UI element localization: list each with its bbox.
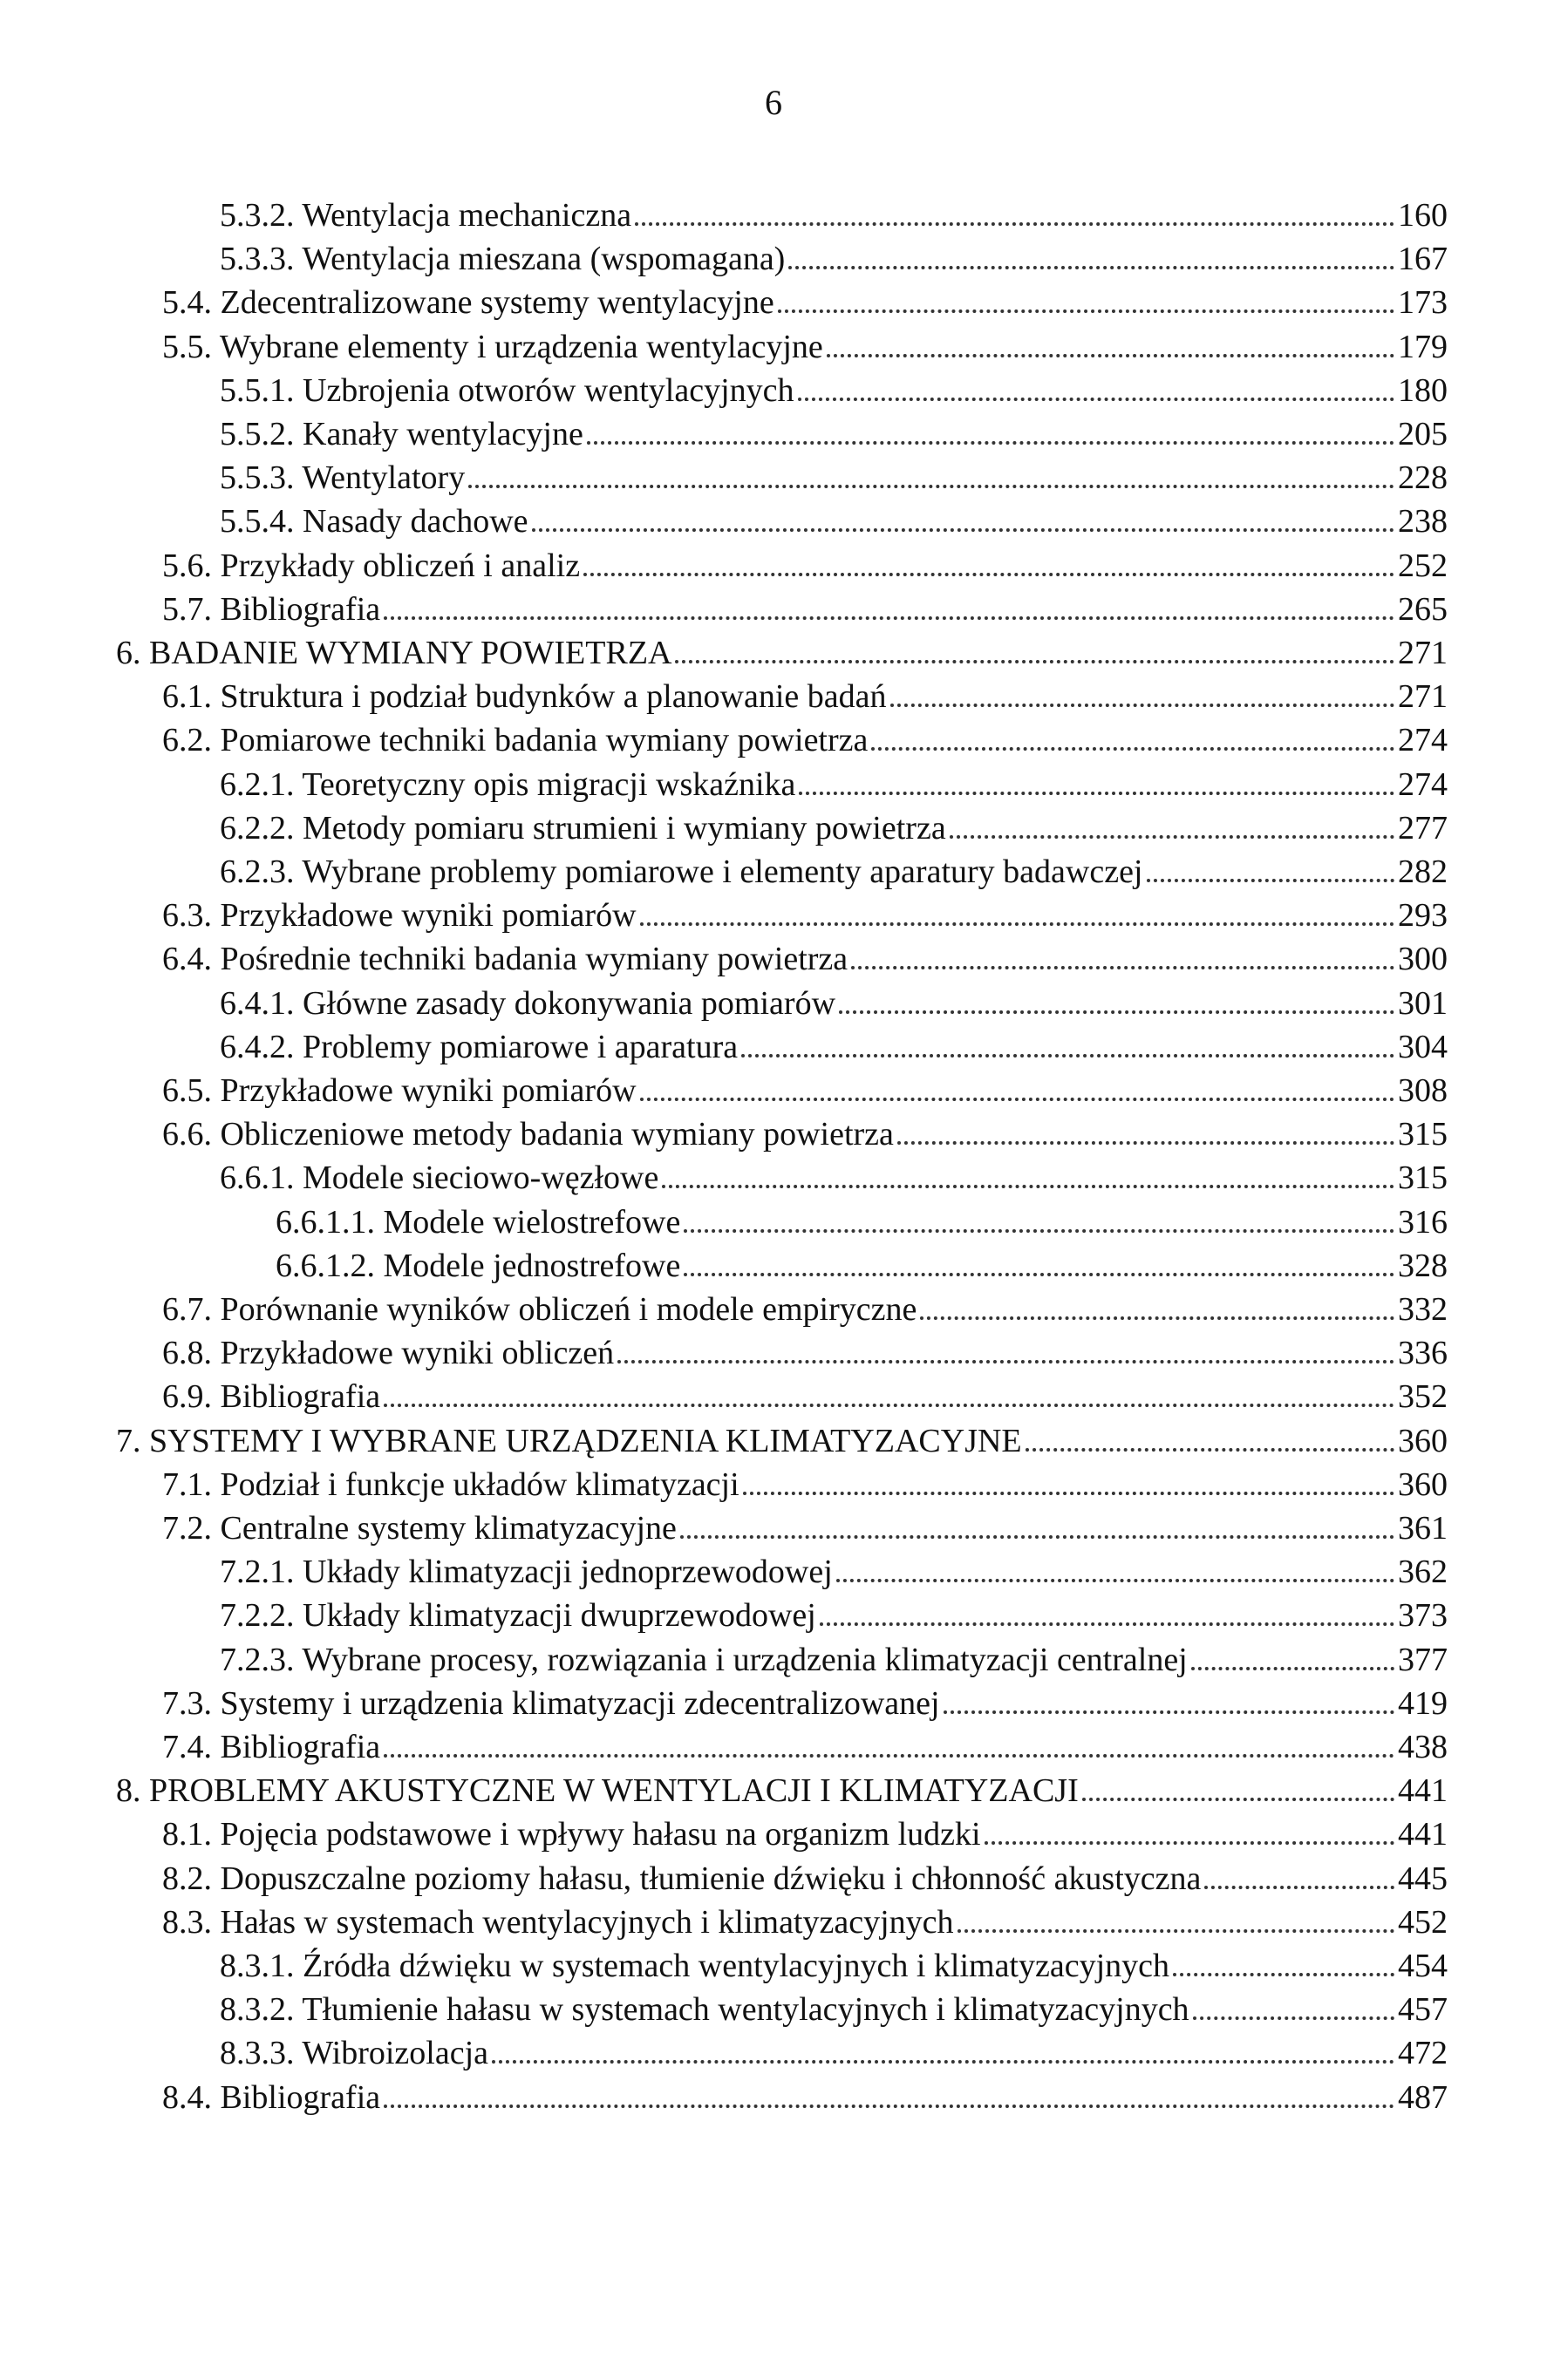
toc-entry-page: 308 xyxy=(1398,1072,1448,1109)
toc-entry-page: 282 xyxy=(1398,853,1448,890)
dot-leader xyxy=(827,328,1394,357)
toc-entry-page: 274 xyxy=(1398,722,1448,759)
toc-entry-title: 6.6. Obliczeniowe metody badania wymiany powietrza xyxy=(162,1116,894,1153)
dot-leader xyxy=(1173,1947,1394,1976)
toc-entry-title: 8.3.1. Źródła dźwięku w systemach wentylacyjnych i klimatyzacyjnych xyxy=(220,1948,1170,1984)
toc-entry xyxy=(162,1725,1448,1769)
dot-leader xyxy=(890,677,1394,707)
toc-entry-page: 352 xyxy=(1398,1378,1448,1416)
toc-entry-title: 7. SYSTEMY I WYBRANE URZĄDZENIA KLIMATYZACYJNE xyxy=(116,1422,1022,1459)
toc-entry xyxy=(162,2076,1448,2119)
toc-entry-title: 6.6.1. Modele sieciowo-węzłowe xyxy=(220,1159,659,1197)
toc-entry-title: 5.5.2. Kanały wentylacyjne xyxy=(220,416,583,452)
toc-entry-page: 360 xyxy=(1398,1465,1448,1503)
toc-entry-page: 238 xyxy=(1398,503,1448,541)
toc-entry-page: 274 xyxy=(1398,765,1448,803)
dot-leader xyxy=(675,634,1394,663)
dot-leader xyxy=(1204,1860,1394,1889)
toc-entry xyxy=(220,412,1448,456)
dot-leader xyxy=(839,984,1394,1014)
dot-leader xyxy=(468,459,1394,488)
toc-entry-title: 6.3. Przykładowe wyniki pomiarów xyxy=(162,897,637,935)
toc-entry-page: 293 xyxy=(1398,897,1448,935)
toc-entry-page: 301 xyxy=(1398,984,1448,1022)
dot-leader xyxy=(1026,1422,1394,1452)
dot-leader xyxy=(617,1334,1394,1363)
toc-entry xyxy=(220,456,1448,500)
toc-entry-title: 6.5. Przykładowe wyniki pomiarów xyxy=(162,1072,637,1109)
toc-entry-title: 5.5.1. Uzbrojenia otworów wentylacyjnych xyxy=(220,371,794,409)
toc-entry-page: 362 xyxy=(1398,1554,1448,1591)
toc-entry xyxy=(162,894,1448,937)
toc-entry-title: 7.2.3. Wybrane procesy, rozwiązania i urządzenia klimatyzacji centralnej xyxy=(220,1641,1188,1678)
dot-leader xyxy=(1191,1641,1394,1670)
toc-entry-page: 265 xyxy=(1398,590,1448,628)
toc-entry-page: 304 xyxy=(1398,1028,1448,1065)
toc-entry-page: 438 xyxy=(1398,1729,1448,1765)
toc-entry-page: 271 xyxy=(1398,678,1448,716)
dot-leader xyxy=(851,940,1394,969)
toc-entry-page: 271 xyxy=(1398,635,1448,671)
toc-entry-page: 441 xyxy=(1398,1816,1448,1853)
dot-leader xyxy=(1193,1990,1394,2020)
toc-entry-title: 5.7. Bibliografia xyxy=(162,590,381,628)
toc-entry-page: 167 xyxy=(1398,241,1448,278)
toc-entry xyxy=(220,1988,1448,2031)
toc-entry-title: 8.3.2. Tłumienie hałasu w systemach wentylacyjnych i klimatyzacyjnych xyxy=(220,1991,1189,2029)
toc-entry-page: 457 xyxy=(1398,1991,1448,2029)
toc-entry-title: 8.3.3. Wibroizolacja xyxy=(220,2035,489,2072)
toc-entry-title: 7.3. Systemy i urządzenia klimatyzacji zdecentralizowanej xyxy=(162,1684,940,1722)
toc-entry-title: 6.8. Przykładowe wyniki obliczeń xyxy=(162,1335,615,1372)
toc-entry xyxy=(162,1375,1448,1418)
toc-entry xyxy=(162,1682,1448,1725)
toc-entry xyxy=(162,325,1448,369)
toc-entry-title: 6.7. Porównanie wyników obliczeń i modele empiryczne xyxy=(162,1291,917,1328)
toc-entry-title: 5.5. Wybrane elementy i urządzenia wentylacyjne xyxy=(162,328,823,365)
toc-entry xyxy=(116,1419,1448,1463)
toc-entry xyxy=(220,1550,1448,1594)
dot-leader xyxy=(587,415,1394,445)
toc-entry-title: 8.3. Hałas w systemach wentylacyjnych i klimatyzacyjnych xyxy=(162,1903,954,1941)
toc-entry xyxy=(162,1812,1448,1856)
toc-entry xyxy=(220,806,1448,850)
toc-entry-title: 5.6. Przykłady obliczeń i analiz xyxy=(162,547,581,584)
toc-entry-title: 6.2.3. Wybrane problemy pomiarowe i elementy aparatury badawczej xyxy=(220,853,1143,890)
toc-entry-title: 6. BADANIE WYMIANY POWIETRZA xyxy=(116,635,672,671)
toc-entry-title: 5.4. Zdecentralizowane systemy wentylacyjne xyxy=(162,284,774,322)
dot-leader xyxy=(871,721,1394,751)
toc-entry-title: 5.3.3. Wentylacja mieszana (wspomagana) xyxy=(220,241,786,278)
dot-leader xyxy=(680,1509,1394,1539)
toc-entry xyxy=(220,982,1448,1025)
toc-entry-page: 316 xyxy=(1398,1203,1448,1241)
toc-entry xyxy=(220,850,1448,894)
toc-entry xyxy=(162,281,1448,324)
toc-entry-page: 173 xyxy=(1398,284,1448,322)
toc-entry-title: 7.1. Podział i funkcje układów klimatyzacji xyxy=(162,1465,739,1503)
toc-entry xyxy=(162,544,1448,588)
toc-entry xyxy=(162,675,1448,718)
toc-entry xyxy=(162,1901,1448,1944)
dot-leader xyxy=(384,1377,1394,1407)
toc-entry-page: 315 xyxy=(1398,1116,1448,1153)
toc-entry-page: 487 xyxy=(1398,2078,1448,2116)
dot-leader xyxy=(836,1553,1394,1582)
toc-entry xyxy=(116,1769,1448,1812)
toc-entry-title: 6.2.1. Teoretyczny opis migracji wskaźnika xyxy=(220,765,796,803)
dot-leader xyxy=(788,240,1394,269)
toc-entry-title: 6.4.1. Główne zasady dokonywania pomiarów xyxy=(220,984,836,1022)
dot-leader xyxy=(741,1028,1394,1057)
toc-entry-page: 179 xyxy=(1398,328,1448,365)
toc-entry-title: 6.1. Struktura i podział budynków a planowanie badań xyxy=(162,678,887,716)
toc-entry-title: 5.5.4. Nasady dachowe xyxy=(220,503,528,541)
dot-leader xyxy=(950,809,1394,839)
toc-entry-title: 6.6.1.2. Modele jednostrefowe xyxy=(276,1247,681,1284)
toc-entry xyxy=(162,1331,1448,1375)
toc-entry xyxy=(276,1244,1448,1288)
toc-entry-page: 180 xyxy=(1398,371,1448,409)
toc-entry-page: 445 xyxy=(1398,1860,1448,1897)
dot-leader xyxy=(799,765,1394,795)
toc-entry xyxy=(220,1156,1448,1200)
toc-entry-title: 7.4. Bibliografia xyxy=(162,1729,381,1765)
page-number: 6 xyxy=(765,83,782,122)
toc-entry-title: 6.4.2. Problemy pomiarowe i aparatura xyxy=(220,1028,739,1065)
toc-entry-page: 454 xyxy=(1398,1948,1448,1984)
dot-leader xyxy=(662,1159,1394,1188)
toc-entry-page: 328 xyxy=(1398,1247,1448,1284)
toc-entry xyxy=(162,937,1448,981)
toc-entry-page: 373 xyxy=(1398,1597,1448,1635)
toc-entry-title: 8.1. Pojęcia podstawowe i wpływy hałasu na organizm ludzki xyxy=(162,1816,981,1853)
dot-leader xyxy=(985,1815,1394,1845)
dot-leader xyxy=(532,502,1394,532)
toc-entry-page: 360 xyxy=(1398,1422,1448,1459)
toc-entry-title: 8.2. Dopuszczalne poziomy hałasu, tłumienie dźwięku i chłonność akustyczna xyxy=(162,1860,1202,1897)
toc-entry xyxy=(276,1200,1448,1244)
toc-entry xyxy=(220,237,1448,281)
dot-leader xyxy=(798,371,1395,401)
toc-entry-title: 7.2.2. Układy klimatyzacji dwuprzewodowej xyxy=(220,1597,816,1635)
toc-entry-page: 252 xyxy=(1398,547,1448,584)
toc-entry-page: 419 xyxy=(1398,1684,1448,1722)
toc-entry-title: 8. PROBLEMY AKUSTYCZNE W WENTYLACJI I KLIMATYZACJI xyxy=(116,1772,1079,1810)
toc-entry-page: 332 xyxy=(1398,1291,1448,1328)
dot-leader xyxy=(743,1465,1394,1495)
toc-entry xyxy=(162,1463,1448,1506)
toc-entry xyxy=(220,2031,1448,2075)
toc-entry xyxy=(162,1506,1448,1550)
toc-entry xyxy=(220,1944,1448,1988)
toc-entry-page: 300 xyxy=(1398,941,1448,978)
dot-leader xyxy=(1147,853,1395,882)
toc-entry xyxy=(162,1069,1448,1112)
toc-entry-title: 5.5.3. Wentylatory xyxy=(220,459,466,497)
toc-entry-title: 7.2.1. Układy klimatyzacji jednoprzewodowej xyxy=(220,1554,833,1591)
toc-entry-title: 6.9. Bibliografia xyxy=(162,1378,381,1416)
toc-entry xyxy=(162,1288,1448,1331)
toc-entry-title: 6.2.2. Metody pomiaru strumieni i wymiany powietrza xyxy=(220,809,946,847)
toc-entry-title: 6.2. Pomiarowe techniki badania wymiany powietrza xyxy=(162,722,869,759)
toc-entry-page: 205 xyxy=(1398,416,1448,452)
toc-entry xyxy=(220,194,1448,237)
dot-leader xyxy=(492,2034,1394,2064)
dot-leader xyxy=(640,1071,1394,1101)
dot-leader xyxy=(583,547,1394,576)
dot-leader xyxy=(778,283,1394,313)
dot-leader xyxy=(635,196,1394,226)
dot-leader xyxy=(684,1247,1394,1276)
dot-leader xyxy=(384,590,1394,620)
toc-entry xyxy=(162,1112,1448,1156)
toc-entry xyxy=(220,1594,1448,1637)
toc-entry xyxy=(220,500,1448,543)
toc-entry-page: 160 xyxy=(1398,197,1448,234)
toc-entry xyxy=(116,631,1448,675)
toc-entry-title: 5.3.2. Wentylacja mechaniczna xyxy=(220,197,632,234)
toc-entry-page: 472 xyxy=(1398,2035,1448,2072)
toc-entry xyxy=(220,1025,1448,1069)
dot-leader xyxy=(920,1290,1394,1320)
dot-leader xyxy=(944,1684,1394,1714)
dot-leader xyxy=(820,1596,1394,1626)
dot-leader xyxy=(684,1203,1394,1233)
toc-entry-title: 8.4. Bibliografia xyxy=(162,2078,381,2116)
toc-entry-page: 277 xyxy=(1398,809,1448,847)
dot-leader xyxy=(897,1115,1394,1145)
dot-leader xyxy=(384,2078,1394,2108)
dot-leader xyxy=(640,896,1394,926)
dot-leader xyxy=(958,1903,1394,1933)
toc-entry-title: 7.2. Centralne systemy klimatyzacyjne xyxy=(162,1510,677,1547)
toc-entry-title: 6.4. Pośrednie techniki badania wymiany powietrza xyxy=(162,941,848,978)
dot-leader xyxy=(1082,1771,1394,1801)
toc-entry-title: 6.6.1.1. Modele wielostrefowe xyxy=(276,1203,681,1241)
toc-entry xyxy=(162,588,1448,631)
dot-leader xyxy=(384,1728,1394,1758)
toc-entry-page: 228 xyxy=(1398,459,1448,497)
toc-entry-page: 441 xyxy=(1398,1772,1448,1810)
toc-entry-page: 336 xyxy=(1398,1335,1448,1372)
toc-entry-page: 452 xyxy=(1398,1903,1448,1941)
toc-entry-page: 377 xyxy=(1398,1641,1448,1678)
toc-entry xyxy=(162,718,1448,762)
toc-entry xyxy=(220,763,1448,806)
toc-entry xyxy=(162,1857,1448,1901)
toc-entry xyxy=(220,369,1448,412)
toc-entry-page: 361 xyxy=(1398,1510,1448,1547)
toc-entry xyxy=(220,1638,1448,1682)
toc-entry-page: 315 xyxy=(1398,1159,1448,1197)
